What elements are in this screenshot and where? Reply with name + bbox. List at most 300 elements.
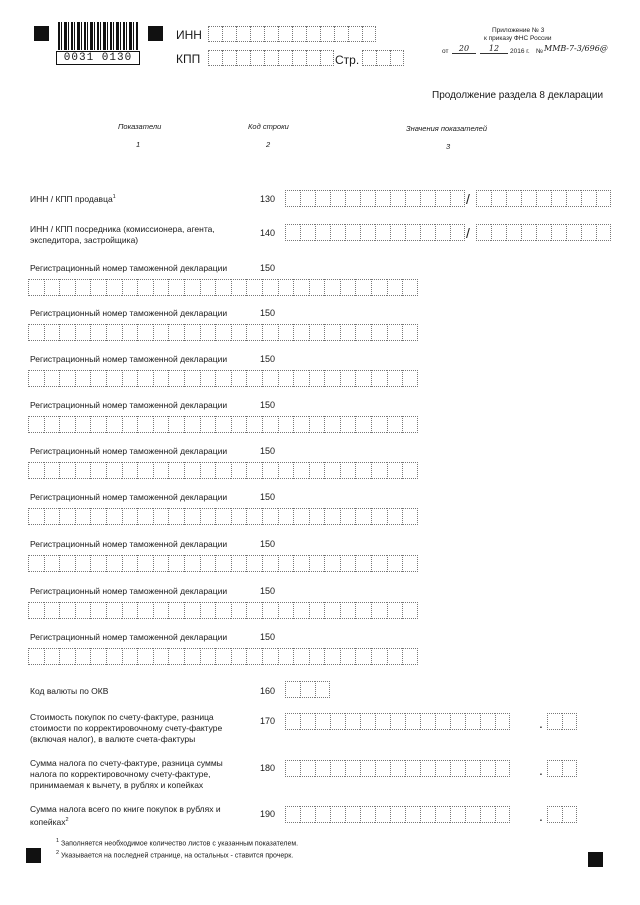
customs-declaration-cells-9[interactable] bbox=[28, 648, 418, 665]
char-cell[interactable] bbox=[506, 190, 521, 207]
char-cell[interactable] bbox=[465, 713, 480, 730]
char-cell[interactable] bbox=[293, 370, 309, 387]
char-cell[interactable] bbox=[360, 760, 375, 777]
char-cell[interactable] bbox=[480, 713, 495, 730]
char-cell[interactable] bbox=[215, 462, 231, 479]
char-cell[interactable] bbox=[345, 713, 360, 730]
char-cell[interactable] bbox=[435, 224, 450, 241]
char-cell[interactable] bbox=[315, 713, 330, 730]
char-cell[interactable] bbox=[420, 190, 435, 207]
page-cells[interactable] bbox=[362, 50, 404, 66]
char-cell[interactable] bbox=[547, 713, 562, 730]
char-cell[interactable] bbox=[480, 806, 495, 823]
char-cell[interactable] bbox=[59, 555, 75, 572]
char-cell[interactable] bbox=[250, 26, 264, 42]
char-cell[interactable] bbox=[231, 555, 247, 572]
char-cell[interactable] bbox=[355, 462, 371, 479]
char-cell[interactable] bbox=[28, 462, 44, 479]
char-cell[interactable] bbox=[324, 508, 340, 525]
char-cell[interactable] bbox=[476, 190, 491, 207]
char-cell[interactable] bbox=[402, 648, 418, 665]
char-cell[interactable] bbox=[300, 681, 315, 698]
char-cell[interactable] bbox=[231, 416, 247, 433]
char-cell[interactable] bbox=[360, 713, 375, 730]
char-cell[interactable] bbox=[262, 462, 278, 479]
char-cell[interactable] bbox=[75, 324, 91, 341]
purchase-value-cells[interactable] bbox=[285, 713, 510, 730]
char-cell[interactable] bbox=[262, 370, 278, 387]
char-cell[interactable] bbox=[106, 462, 122, 479]
char-cell[interactable] bbox=[278, 370, 294, 387]
char-cell[interactable] bbox=[309, 416, 325, 433]
char-cell[interactable] bbox=[184, 416, 200, 433]
char-cell[interactable] bbox=[200, 324, 216, 341]
char-cell[interactable] bbox=[215, 508, 231, 525]
char-cell[interactable] bbox=[435, 806, 450, 823]
char-cell[interactable] bbox=[405, 760, 420, 777]
char-cell[interactable] bbox=[562, 713, 577, 730]
kpp-cells[interactable] bbox=[208, 50, 334, 66]
char-cell[interactable] bbox=[536, 190, 551, 207]
char-cell[interactable] bbox=[215, 324, 231, 341]
char-cell[interactable] bbox=[420, 760, 435, 777]
char-cell[interactable] bbox=[309, 508, 325, 525]
char-cell[interactable] bbox=[547, 760, 562, 777]
char-cell[interactable] bbox=[292, 50, 306, 66]
char-cell[interactable] bbox=[200, 508, 216, 525]
char-cell[interactable] bbox=[371, 324, 387, 341]
char-cell[interactable] bbox=[28, 416, 44, 433]
char-cell[interactable] bbox=[435, 760, 450, 777]
char-cell[interactable] bbox=[200, 416, 216, 433]
currency-code-cells[interactable] bbox=[285, 681, 330, 698]
char-cell[interactable] bbox=[44, 279, 60, 296]
char-cell[interactable] bbox=[285, 224, 300, 241]
char-cell[interactable] bbox=[137, 508, 153, 525]
char-cell[interactable] bbox=[390, 760, 405, 777]
char-cell[interactable] bbox=[402, 555, 418, 572]
char-cell[interactable] bbox=[168, 555, 184, 572]
customs-declaration-cells-8[interactable] bbox=[28, 602, 418, 619]
char-cell[interactable] bbox=[320, 26, 334, 42]
char-cell[interactable] bbox=[376, 50, 390, 66]
seller-inn-cells[interactable] bbox=[285, 190, 465, 207]
char-cell[interactable] bbox=[137, 555, 153, 572]
char-cell[interactable] bbox=[246, 462, 262, 479]
customs-declaration-cells-5[interactable] bbox=[28, 462, 418, 479]
char-cell[interactable] bbox=[262, 416, 278, 433]
char-cell[interactable] bbox=[106, 279, 122, 296]
char-cell[interactable] bbox=[435, 190, 450, 207]
char-cell[interactable] bbox=[200, 370, 216, 387]
char-cell[interactable] bbox=[402, 462, 418, 479]
char-cell[interactable] bbox=[355, 279, 371, 296]
char-cell[interactable] bbox=[278, 555, 294, 572]
char-cell[interactable] bbox=[293, 555, 309, 572]
customs-declaration-cells-3[interactable] bbox=[28, 370, 418, 387]
char-cell[interactable] bbox=[285, 681, 300, 698]
char-cell[interactable] bbox=[184, 279, 200, 296]
char-cell[interactable] bbox=[596, 190, 611, 207]
char-cell[interactable] bbox=[465, 760, 480, 777]
char-cell[interactable] bbox=[450, 224, 465, 241]
char-cell[interactable] bbox=[75, 508, 91, 525]
customs-declaration-cells-6[interactable] bbox=[28, 508, 418, 525]
char-cell[interactable] bbox=[562, 760, 577, 777]
char-cell[interactable] bbox=[153, 555, 169, 572]
char-cell[interactable] bbox=[566, 224, 581, 241]
char-cell[interactable] bbox=[246, 555, 262, 572]
char-cell[interactable] bbox=[293, 508, 309, 525]
char-cell[interactable] bbox=[300, 190, 315, 207]
char-cell[interactable] bbox=[184, 555, 200, 572]
char-cell[interactable] bbox=[278, 324, 294, 341]
char-cell[interactable] bbox=[44, 602, 60, 619]
char-cell[interactable] bbox=[106, 416, 122, 433]
char-cell[interactable] bbox=[285, 760, 300, 777]
char-cell[interactable] bbox=[122, 324, 138, 341]
char-cell[interactable] bbox=[340, 416, 356, 433]
char-cell[interactable] bbox=[200, 462, 216, 479]
seller-kpp-cells[interactable] bbox=[476, 190, 611, 207]
char-cell[interactable] bbox=[90, 555, 106, 572]
char-cell[interactable] bbox=[405, 713, 420, 730]
char-cell[interactable] bbox=[562, 806, 577, 823]
char-cell[interactable] bbox=[246, 508, 262, 525]
char-cell[interactable] bbox=[75, 462, 91, 479]
char-cell[interactable] bbox=[285, 190, 300, 207]
char-cell[interactable] bbox=[106, 648, 122, 665]
char-cell[interactable] bbox=[330, 224, 345, 241]
char-cell[interactable] bbox=[491, 190, 506, 207]
char-cell[interactable] bbox=[215, 648, 231, 665]
char-cell[interactable] bbox=[168, 462, 184, 479]
char-cell[interactable] bbox=[371, 416, 387, 433]
char-cell[interactable] bbox=[390, 224, 405, 241]
char-cell[interactable] bbox=[300, 806, 315, 823]
char-cell[interactable] bbox=[300, 760, 315, 777]
char-cell[interactable] bbox=[75, 555, 91, 572]
intermediary-kpp-cells[interactable] bbox=[476, 224, 611, 241]
char-cell[interactable] bbox=[340, 648, 356, 665]
char-cell[interactable] bbox=[340, 370, 356, 387]
char-cell[interactable] bbox=[231, 508, 247, 525]
char-cell[interactable] bbox=[75, 416, 91, 433]
char-cell[interactable] bbox=[375, 760, 390, 777]
char-cell[interactable] bbox=[360, 190, 375, 207]
char-cell[interactable] bbox=[330, 713, 345, 730]
char-cell[interactable] bbox=[208, 26, 222, 42]
char-cell[interactable] bbox=[153, 602, 169, 619]
char-cell[interactable] bbox=[315, 681, 330, 698]
char-cell[interactable] bbox=[521, 190, 536, 207]
char-cell[interactable] bbox=[465, 806, 480, 823]
char-cell[interactable] bbox=[324, 602, 340, 619]
char-cell[interactable] bbox=[324, 370, 340, 387]
char-cell[interactable] bbox=[495, 760, 510, 777]
char-cell[interactable] bbox=[137, 370, 153, 387]
char-cell[interactable] bbox=[137, 324, 153, 341]
char-cell[interactable] bbox=[153, 279, 169, 296]
char-cell[interactable] bbox=[405, 806, 420, 823]
char-cell[interactable] bbox=[153, 462, 169, 479]
char-cell[interactable] bbox=[334, 26, 348, 42]
char-cell[interactable] bbox=[355, 508, 371, 525]
char-cell[interactable] bbox=[405, 190, 420, 207]
char-cell[interactable] bbox=[330, 806, 345, 823]
char-cell[interactable] bbox=[355, 648, 371, 665]
char-cell[interactable] bbox=[90, 602, 106, 619]
char-cell[interactable] bbox=[262, 602, 278, 619]
char-cell[interactable] bbox=[168, 324, 184, 341]
char-cell[interactable] bbox=[278, 26, 292, 42]
char-cell[interactable] bbox=[122, 648, 138, 665]
char-cell[interactable] bbox=[184, 648, 200, 665]
char-cell[interactable] bbox=[387, 279, 403, 296]
total-tax-cells[interactable] bbox=[285, 806, 510, 823]
char-cell[interactable] bbox=[324, 324, 340, 341]
char-cell[interactable] bbox=[122, 508, 138, 525]
char-cell[interactable] bbox=[309, 279, 325, 296]
char-cell[interactable] bbox=[231, 648, 247, 665]
char-cell[interactable] bbox=[208, 50, 222, 66]
char-cell[interactable] bbox=[246, 416, 262, 433]
char-cell[interactable] bbox=[236, 26, 250, 42]
char-cell[interactable] bbox=[309, 555, 325, 572]
char-cell[interactable] bbox=[371, 279, 387, 296]
char-cell[interactable] bbox=[231, 279, 247, 296]
char-cell[interactable] bbox=[320, 50, 334, 66]
char-cell[interactable] bbox=[264, 26, 278, 42]
char-cell[interactable] bbox=[246, 648, 262, 665]
char-cell[interactable] bbox=[122, 555, 138, 572]
char-cell[interactable] bbox=[435, 713, 450, 730]
char-cell[interactable] bbox=[90, 279, 106, 296]
char-cell[interactable] bbox=[200, 279, 216, 296]
char-cell[interactable] bbox=[222, 50, 236, 66]
char-cell[interactable] bbox=[90, 462, 106, 479]
char-cell[interactable] bbox=[200, 555, 216, 572]
char-cell[interactable] bbox=[450, 713, 465, 730]
char-cell[interactable] bbox=[387, 508, 403, 525]
char-cell[interactable] bbox=[390, 50, 404, 66]
char-cell[interactable] bbox=[264, 50, 278, 66]
char-cell[interactable] bbox=[246, 370, 262, 387]
char-cell[interactable] bbox=[122, 370, 138, 387]
char-cell[interactable] bbox=[90, 370, 106, 387]
char-cell[interactable] bbox=[387, 324, 403, 341]
char-cell[interactable] bbox=[75, 279, 91, 296]
char-cell[interactable] bbox=[480, 760, 495, 777]
char-cell[interactable] bbox=[168, 648, 184, 665]
char-cell[interactable] bbox=[402, 324, 418, 341]
char-cell[interactable] bbox=[215, 370, 231, 387]
char-cell[interactable] bbox=[387, 370, 403, 387]
tax-amount-kopeck-cells[interactable] bbox=[547, 760, 577, 777]
char-cell[interactable] bbox=[59, 279, 75, 296]
char-cell[interactable] bbox=[122, 602, 138, 619]
char-cell[interactable] bbox=[402, 279, 418, 296]
char-cell[interactable] bbox=[581, 224, 596, 241]
char-cell[interactable] bbox=[345, 760, 360, 777]
char-cell[interactable] bbox=[371, 602, 387, 619]
char-cell[interactable] bbox=[262, 279, 278, 296]
char-cell[interactable] bbox=[90, 508, 106, 525]
char-cell[interactable] bbox=[28, 508, 44, 525]
char-cell[interactable] bbox=[345, 190, 360, 207]
char-cell[interactable] bbox=[122, 416, 138, 433]
char-cell[interactable] bbox=[59, 416, 75, 433]
char-cell[interactable] bbox=[387, 462, 403, 479]
char-cell[interactable] bbox=[28, 602, 44, 619]
char-cell[interactable] bbox=[153, 416, 169, 433]
char-cell[interactable] bbox=[184, 370, 200, 387]
char-cell[interactable] bbox=[168, 602, 184, 619]
char-cell[interactable] bbox=[348, 26, 362, 42]
char-cell[interactable] bbox=[28, 324, 44, 341]
char-cell[interactable] bbox=[278, 279, 294, 296]
char-cell[interactable] bbox=[402, 508, 418, 525]
char-cell[interactable] bbox=[521, 224, 536, 241]
char-cell[interactable] bbox=[28, 370, 44, 387]
char-cell[interactable] bbox=[551, 190, 566, 207]
char-cell[interactable] bbox=[59, 324, 75, 341]
char-cell[interactable] bbox=[137, 279, 153, 296]
char-cell[interactable] bbox=[387, 648, 403, 665]
char-cell[interactable] bbox=[315, 806, 330, 823]
char-cell[interactable] bbox=[293, 462, 309, 479]
char-cell[interactable] bbox=[450, 190, 465, 207]
char-cell[interactable] bbox=[278, 648, 294, 665]
char-cell[interactable] bbox=[44, 416, 60, 433]
char-cell[interactable] bbox=[168, 279, 184, 296]
char-cell[interactable] bbox=[330, 760, 345, 777]
tax-amount-cells[interactable] bbox=[285, 760, 510, 777]
char-cell[interactable] bbox=[309, 370, 325, 387]
char-cell[interactable] bbox=[137, 462, 153, 479]
char-cell[interactable] bbox=[137, 648, 153, 665]
char-cell[interactable] bbox=[340, 508, 356, 525]
char-cell[interactable] bbox=[420, 224, 435, 241]
char-cell[interactable] bbox=[596, 224, 611, 241]
char-cell[interactable] bbox=[215, 555, 231, 572]
char-cell[interactable] bbox=[355, 555, 371, 572]
char-cell[interactable] bbox=[262, 324, 278, 341]
char-cell[interactable] bbox=[566, 190, 581, 207]
char-cell[interactable] bbox=[106, 508, 122, 525]
char-cell[interactable] bbox=[306, 26, 320, 42]
char-cell[interactable] bbox=[75, 370, 91, 387]
intermediary-inn-cells[interactable] bbox=[285, 224, 465, 241]
char-cell[interactable] bbox=[387, 602, 403, 619]
char-cell[interactable] bbox=[28, 279, 44, 296]
char-cell[interactable] bbox=[59, 370, 75, 387]
char-cell[interactable] bbox=[250, 50, 264, 66]
char-cell[interactable] bbox=[122, 279, 138, 296]
char-cell[interactable] bbox=[106, 555, 122, 572]
char-cell[interactable] bbox=[536, 224, 551, 241]
char-cell[interactable] bbox=[450, 760, 465, 777]
char-cell[interactable] bbox=[355, 324, 371, 341]
char-cell[interactable] bbox=[75, 602, 91, 619]
char-cell[interactable] bbox=[278, 416, 294, 433]
customs-declaration-cells-7[interactable] bbox=[28, 555, 418, 572]
char-cell[interactable] bbox=[345, 806, 360, 823]
char-cell[interactable] bbox=[547, 806, 562, 823]
char-cell[interactable] bbox=[278, 50, 292, 66]
char-cell[interactable] bbox=[44, 555, 60, 572]
char-cell[interactable] bbox=[122, 462, 138, 479]
char-cell[interactable] bbox=[200, 648, 216, 665]
char-cell[interactable] bbox=[390, 190, 405, 207]
char-cell[interactable] bbox=[285, 713, 300, 730]
char-cell[interactable] bbox=[340, 555, 356, 572]
char-cell[interactable] bbox=[345, 224, 360, 241]
char-cell[interactable] bbox=[231, 462, 247, 479]
char-cell[interactable] bbox=[215, 416, 231, 433]
char-cell[interactable] bbox=[309, 324, 325, 341]
char-cell[interactable] bbox=[215, 279, 231, 296]
char-cell[interactable] bbox=[153, 370, 169, 387]
char-cell[interactable] bbox=[44, 462, 60, 479]
char-cell[interactable] bbox=[262, 555, 278, 572]
char-cell[interactable] bbox=[306, 50, 320, 66]
char-cell[interactable] bbox=[300, 713, 315, 730]
char-cell[interactable] bbox=[44, 648, 60, 665]
char-cell[interactable] bbox=[371, 462, 387, 479]
char-cell[interactable] bbox=[90, 324, 106, 341]
char-cell[interactable] bbox=[278, 508, 294, 525]
char-cell[interactable] bbox=[44, 324, 60, 341]
total-tax-kopeck-cells[interactable] bbox=[547, 806, 577, 823]
char-cell[interactable] bbox=[28, 648, 44, 665]
char-cell[interactable] bbox=[387, 416, 403, 433]
char-cell[interactable] bbox=[375, 224, 390, 241]
char-cell[interactable] bbox=[153, 648, 169, 665]
char-cell[interactable] bbox=[106, 602, 122, 619]
char-cell[interactable] bbox=[450, 806, 465, 823]
char-cell[interactable] bbox=[184, 508, 200, 525]
char-cell[interactable] bbox=[168, 416, 184, 433]
char-cell[interactable] bbox=[362, 26, 376, 42]
char-cell[interactable] bbox=[293, 416, 309, 433]
char-cell[interactable] bbox=[292, 26, 306, 42]
char-cell[interactable] bbox=[59, 648, 75, 665]
char-cell[interactable] bbox=[420, 806, 435, 823]
char-cell[interactable] bbox=[375, 713, 390, 730]
char-cell[interactable] bbox=[184, 324, 200, 341]
customs-declaration-cells-4[interactable] bbox=[28, 416, 418, 433]
char-cell[interactable] bbox=[215, 602, 231, 619]
char-cell[interactable] bbox=[231, 370, 247, 387]
char-cell[interactable] bbox=[506, 224, 521, 241]
char-cell[interactable] bbox=[28, 555, 44, 572]
char-cell[interactable] bbox=[360, 806, 375, 823]
char-cell[interactable] bbox=[402, 416, 418, 433]
char-cell[interactable] bbox=[293, 324, 309, 341]
char-cell[interactable] bbox=[231, 602, 247, 619]
char-cell[interactable] bbox=[246, 602, 262, 619]
char-cell[interactable] bbox=[262, 648, 278, 665]
char-cell[interactable] bbox=[137, 416, 153, 433]
char-cell[interactable] bbox=[551, 224, 566, 241]
char-cell[interactable] bbox=[246, 279, 262, 296]
char-cell[interactable] bbox=[362, 50, 376, 66]
char-cell[interactable] bbox=[59, 508, 75, 525]
char-cell[interactable] bbox=[387, 555, 403, 572]
char-cell[interactable] bbox=[315, 224, 330, 241]
char-cell[interactable] bbox=[324, 279, 340, 296]
